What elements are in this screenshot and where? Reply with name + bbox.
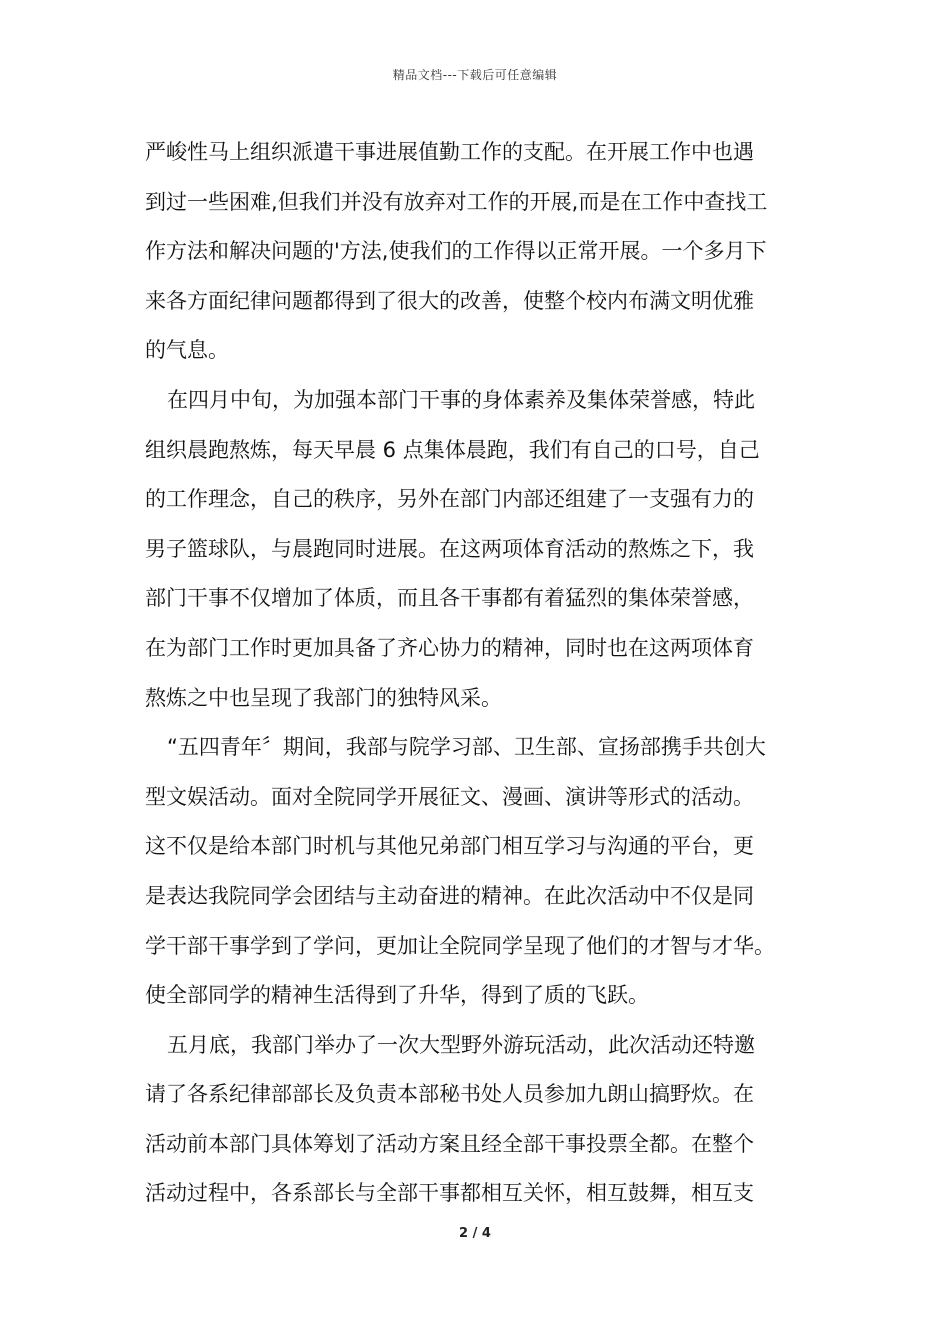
text-line: 的气息。 — [145, 338, 229, 363]
text-line: 来各方面纪律问题都得到了很大的改善，使整个校内布满文明优雅 — [145, 288, 754, 313]
page-number: 2 / 4 — [459, 1226, 491, 1241]
text-line: “五四青年〞期间，我部与院学习部、卫生部、宣扬部携手共创大 — [167, 735, 766, 760]
text-line: 请了各系纪律部部长及负责本部秘书处人员参加九朗山搞野炊。在 — [145, 1082, 754, 1107]
text-line: 在四月中旬，为加强本部门干事的身体素养及集体荣誉感，特此 — [167, 387, 755, 412]
paragraph-1 — [145, 128, 825, 376]
text-line: 五月底，我部门举办了一次大型野外游玩活动，此次活动还特邀 — [167, 1032, 755, 1057]
text-line: 使全部同学的精神生活得到了升华，得到了质的飞跃。 — [145, 983, 649, 1008]
text-line: 活动过程中，各系部长与全部干事都相互关怀，相互鼓舞，相互支 — [145, 1181, 754, 1206]
text-line: 熬炼之中也呈现了我部门的独特风采。 — [145, 685, 502, 710]
page-header: 精品文档---下载后可任意编辑 — [392, 68, 558, 82]
text-line: 作方法和解决问题的'方法,使我们的工作得以正常开展。一个多月下 — [145, 239, 767, 264]
text-line: 男子篮球队，与晨跑同时进展。在这两项体育活动的熬炼之下，我 — [145, 536, 754, 561]
paragraph-3 — [145, 723, 825, 1021]
document-body — [145, 128, 825, 1219]
text-line: 的工作理念，自己的秩序，另外在部门内部还组建了一支强有力的 — [145, 487, 754, 512]
text-line: 型文娱活动。面对全院同学开展征文、漫画、演讲等形式的活动。 — [145, 784, 754, 809]
text-line: 到过一些困难,但我们并没有放弃对工作的开展,而是在工作中查找工 — [145, 189, 768, 214]
text-line: 这不仅是给本部门时机与其他兄弟部门相互学习与沟通的平台，更 — [145, 834, 754, 859]
text-line: 组织晨跑熬炼，每天早晨 6 点集体晨跑，我们有自己的口号，自己 — [145, 437, 760, 462]
text-line: 严峻性马上组织派遣干事进展值勤工作的支配。在开展工作中也遇 — [145, 140, 754, 164]
text-line: 活动前本部门具体筹划了活动方案且经全部干事投票全都。在整个 — [145, 1131, 754, 1156]
text-line: 在为部门工作时更加具备了齐心协力的精神，同时也在这两项体育 — [145, 635, 754, 660]
text-line: 学干部干事学到了学问，更加让全院同学呈现了他们的才智与才华。 — [145, 933, 775, 958]
paragraph-4 — [145, 1021, 825, 1219]
text-line: 部门干事不仅增加了体质，而且各干事都有着猛烈的集体荣誉感， — [145, 586, 754, 611]
paragraph-2 — [145, 376, 825, 723]
text-line: 是表达我院同学会团结与主动奋进的精神。在此次活动中不仅是同 — [145, 883, 754, 908]
